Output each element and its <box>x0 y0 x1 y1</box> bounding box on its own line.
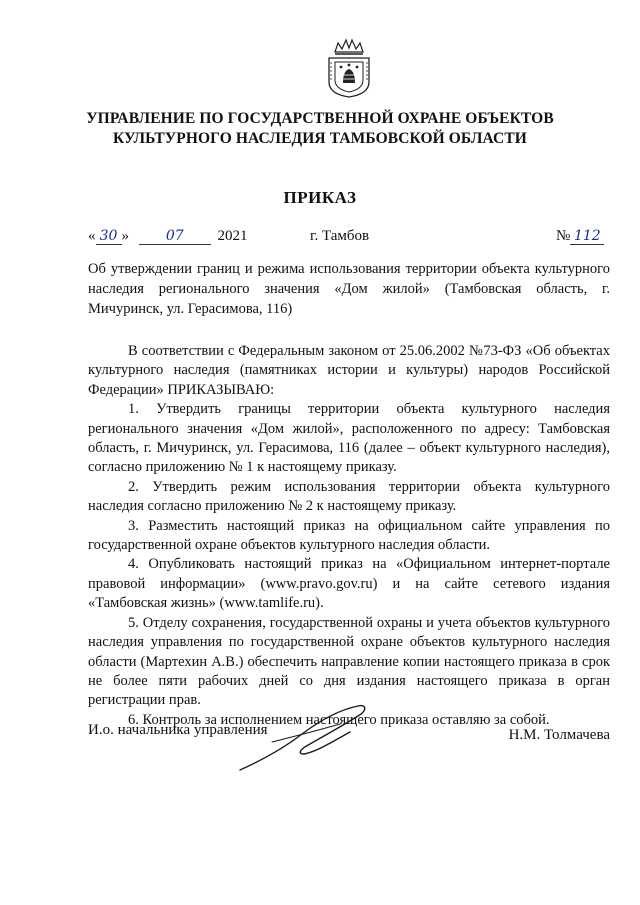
document-number <box>556 226 604 246</box>
order-item: 2. Утвердить режим использования территории объекта культурного наследия согласно приложению № 2 к настоящему приказу. <box>88 478 610 515</box>
date-month: 07 <box>139 228 211 245</box>
document-body <box>88 342 610 730</box>
org-name-line-2: КУЛЬТУРНОГО НАСЛЕДИЯ ТАМБОВСКОЙ ОБЛАСТИ <box>113 130 527 147</box>
preamble: В соответствии с Федеральным законом от 25.06.2002 №73-ФЗ «Об объектах культурного наследия (памятниках истории и культуры) народов Российской Федерации» ПРИКАЗЫВАЮ: <box>88 343 610 398</box>
number-value: 112 <box>570 228 604 245</box>
org-name-line-1: УПРАВЛЕНИЕ ПО ГОСУДАРСТВЕННОЙ ОХРАНЕ ОБЪЕКТОВ <box>86 110 554 127</box>
order-item: 4. Опубликовать настоящий приказ на «Официальном интернет-портале правовой информации» (www.pravo.gov.ru) и на сайте сетевого издания «Тамбовская жизнь» (www.tamlife.ru). <box>88 556 610 612</box>
date-day: 30 <box>96 228 122 245</box>
tambov-coat-of-arms-icon <box>326 38 372 98</box>
order-item: 1. Утвердить границы территории объекта культурного наследия регионального значения «Дом жилой», расположенного по адресу: Тамбовская область, г. Мичуринск, ул. Герасимова, 116 (далее – объект культурного наследия), согласно приложению № 1 к настоящему приказу. <box>88 401 610 476</box>
document-subject: Об утверждении границ и режима использования территории объекта культурного наследия регионального значения «Дом жилой» (Тамбовская область, г. Мичуринск, ул. Герасимова, 116) <box>88 261 610 317</box>
order-item: 5. Отделу сохранения, государственной охраны и учета объектов культурного наследия управления по государственной охране объектов культурного наследия области (Мартехин А.В.) обеспечить направление копии настоящего приказа в срок не более пяти рабочих дней со дня издания настоящего приказа в орган регистрации прав. <box>88 614 610 709</box>
signatory-name: Н.М. Толмачева <box>508 727 610 743</box>
order-item: 6. Контроль за исполнением настоящего приказа оставляю за собой. <box>128 711 550 728</box>
document-city: г. Тамбов <box>310 228 370 244</box>
signatory-position: И.о. начальника управления <box>88 722 268 738</box>
document-date <box>88 226 248 246</box>
quote-close: » <box>121 228 129 244</box>
number-label: № <box>556 228 571 244</box>
document-type: ПРИКАЗ <box>283 188 357 207</box>
order-item: 3. Разместить настоящий приказ на официальном сайте управления по государственной охране объектов культурного наследия области. <box>88 517 610 554</box>
date-year: 2021 <box>217 228 248 244</box>
handwritten-signature-icon <box>232 698 372 778</box>
quote-open: « <box>88 228 96 244</box>
